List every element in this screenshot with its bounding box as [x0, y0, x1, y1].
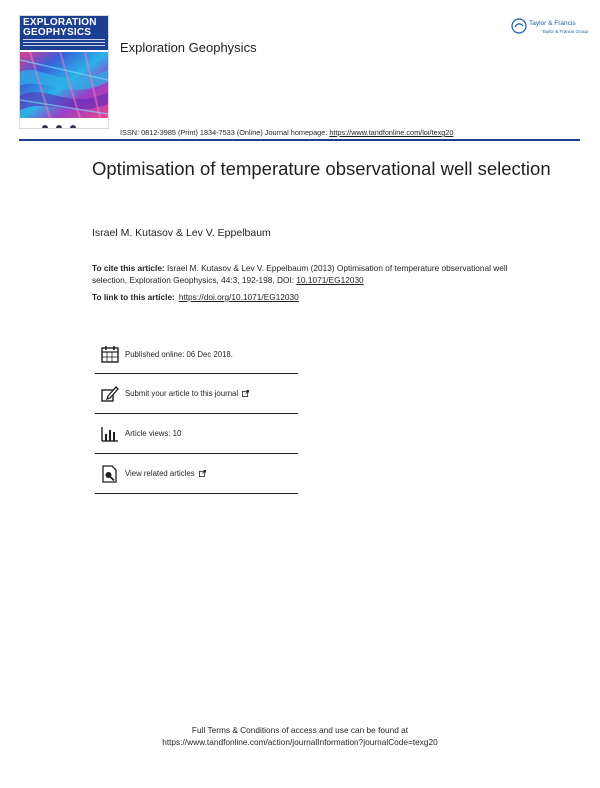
article-views-row: [95, 414, 298, 454]
citation: [92, 262, 522, 286]
cover-logos: [42, 118, 92, 126]
journal-homepage-link[interactable]: https://www.tandfonline.com/loi/texg20: [329, 128, 454, 137]
document-search-icon: [101, 465, 119, 483]
citation-text: Israel M. Kutasov & Lev V. Eppelbaum (2013) Optimisation of temperature observational well selection, Exploration Geophysics, 44:3, 192-198, DOI:: [92, 263, 508, 285]
external-link-icon: [242, 390, 249, 397]
cover-subtitle-lines: [23, 39, 105, 48]
published-online-row: [95, 335, 298, 374]
article-link-label: To link to this article:: [92, 292, 175, 302]
calendar-icon: [101, 345, 119, 363]
cover-title-line2: GEOPHYSICS: [23, 27, 92, 38]
issn-text: ISSN: 0812-3985 (Print) 1834-7533 (Online) Journal homepage:: [120, 128, 330, 137]
footer-terms-text: Full Terms & Conditions of access and use can be found at: [191, 725, 409, 735]
header-divider: [19, 139, 580, 141]
published-online-text: Published online: 06 Dec 2018.: [125, 349, 233, 359]
article-title: Optimisation of temperature observational well selection: [92, 158, 551, 179]
citation-label: To cite this article:: [92, 263, 165, 273]
submit-article-row[interactable]: [95, 374, 298, 414]
cover-title-line1: EXPLORATION: [23, 17, 97, 28]
bar-chart-icon: [101, 425, 119, 443]
article-link[interactable]: https://doi.org/10.1071/EG12030: [178, 292, 299, 302]
article-info-panel: [95, 335, 298, 494]
doi-link[interactable]: 10.1071/EG12030: [296, 275, 364, 285]
article-authors: Israel M. Kutasov & Lev V. Eppelbaum: [92, 227, 271, 239]
article-link-line: [92, 292, 299, 302]
cover-title: [23, 18, 97, 38]
publisher-logo-text: Taylor & Francis: [529, 20, 576, 27]
edit-icon: [101, 385, 119, 403]
journal-cover: [19, 15, 109, 129]
footer-terms-link[interactable]: https://www.tandfonline.com/action/journalInformation?journalCode=texg20: [162, 737, 438, 747]
related-articles-link[interactable]: [125, 469, 206, 478]
related-articles-text: View related articles: [125, 469, 195, 478]
footer: [0, 724, 600, 748]
publisher-logo-icon: [511, 18, 527, 34]
journal-name[interactable]: Exploration Geophysics: [120, 40, 257, 55]
external-link-icon: [199, 470, 206, 477]
related-articles-row[interactable]: [95, 454, 298, 494]
cover-artwork: [20, 52, 108, 118]
publisher-logo-subtext: Taylor & Francis Group: [542, 29, 589, 34]
article-views-text: Article views: 10: [125, 429, 182, 438]
issn-line: [120, 128, 453, 137]
submit-article-link[interactable]: [125, 389, 249, 398]
publisher-logo[interactable]: [511, 17, 589, 39]
submit-article-text: Submit your article to this journal: [125, 389, 239, 398]
